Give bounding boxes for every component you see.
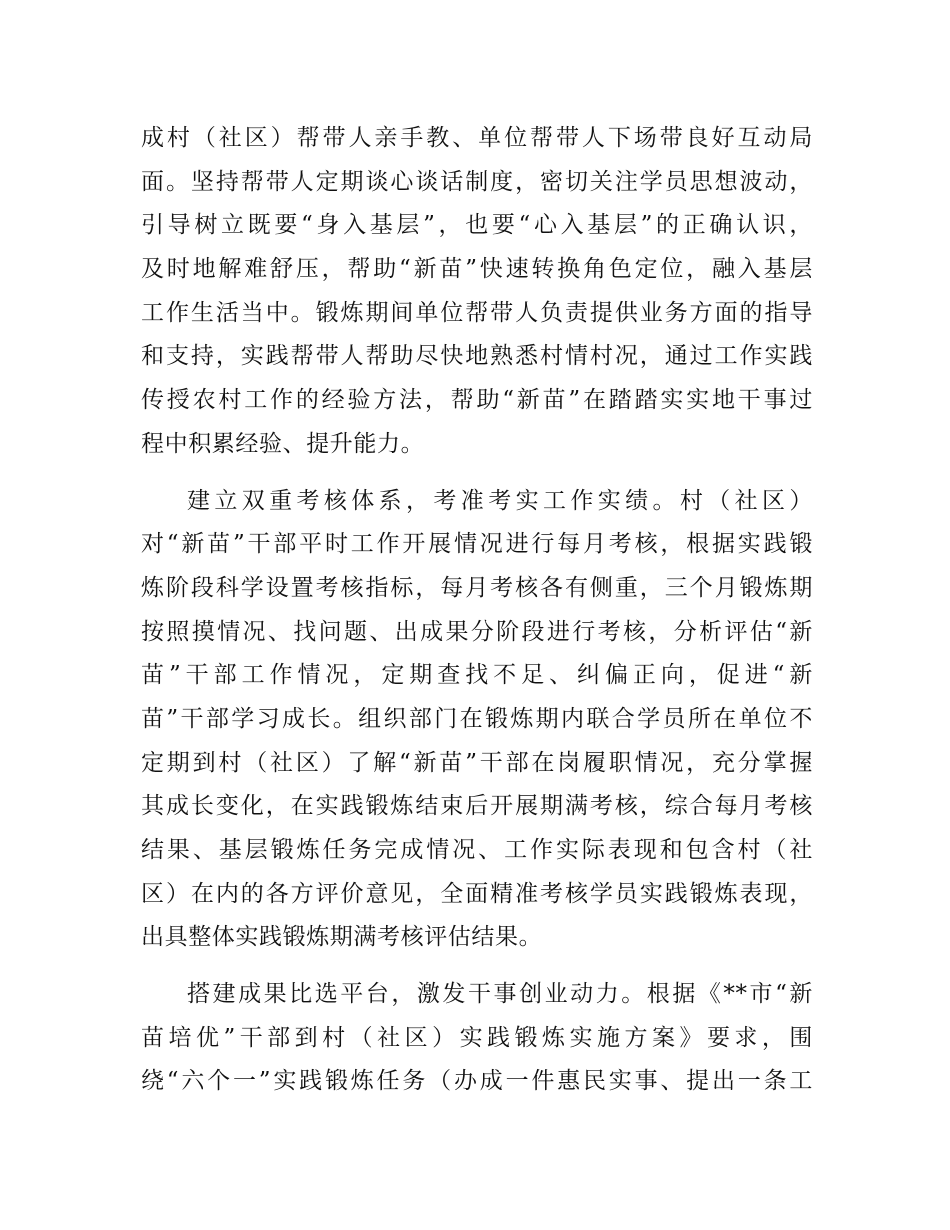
- text-line: 程中积累经验、提升能力。: [141, 430, 425, 457]
- text-line: 面。坚持帮带人定期谈心谈话制度，密切关注学员思想波动，: [141, 168, 813, 195]
- text-line: 和支持，实践帮带人帮助尽快地熟悉村情村况，通过工作实践: [141, 343, 813, 370]
- text-line: 区）在内的各方评价意见，全面精准考核学员实践锻炼表现，: [141, 880, 813, 907]
- document-body: [141, 117, 813, 1104]
- text-line: 成村（社区）帮带人亲手教、单位帮带人下场带良好互动局: [141, 125, 813, 151]
- text-line: 苗培优”干部到村（社区）实践锻炼实施方案》要求，围: [141, 1024, 813, 1051]
- paragraph-assessment: [141, 480, 813, 961]
- text-line: 建立双重考核体系，考准考实工作实绩。村（社区）: [187, 487, 813, 514]
- text-line: 定期到村（社区）了解“新苗”干部在岗履职情况，充分掌握: [141, 749, 813, 776]
- paragraph-platform: [141, 973, 813, 1104]
- text-line: 按照摸情况、找问题、出成果分阶段进行考核，分析评估“新: [141, 618, 813, 645]
- text-line: 引导树立既要“身入基层”，也要“心入基层”的正确认识，: [141, 212, 813, 239]
- text-line: 绕“六个一”实践锻炼任务（办成一件惠民实事、提出一条工: [141, 1068, 813, 1095]
- text-line: 结果、基层锻炼任务完成情况、工作实际表现和包含村（社: [141, 837, 813, 863]
- text-line: 搭建成果比选平台，激发干事创业动力。根据《**市“新: [187, 981, 813, 1008]
- text-line: 及时地解难舒压，帮助“新苗”快速转换角色定位，融入基层: [141, 256, 813, 283]
- text-line: 工作生活当中。锻炼期间单位帮带人负责提供业务方面的指导: [141, 299, 813, 326]
- text-line: 炼阶段科学设置考核指标，每月考核各有侧重，三个月锻炼期: [141, 574, 813, 601]
- text-line: 传授农村工作的经验方法，帮助“新苗”在踏踏实实地干事过: [141, 387, 813, 414]
- text-line: 苗”干部工作情况，定期查找不足、纠偏正向，促进“新: [141, 662, 813, 689]
- paragraph-mentoring: [141, 117, 813, 467]
- text-line: 其成长变化，在实践锻炼结束后开展期满考核，综合每月考核: [141, 793, 813, 820]
- text-line: 出具整体实践锻炼期满考核评估结果。: [141, 924, 543, 951]
- text-line: 苗”干部学习成长。组织部门在锻炼期内联合学员所在单位不: [141, 705, 813, 732]
- text-line: 对“新苗”干部平时工作开展情况进行每月考核，根据实践锻: [141, 531, 813, 558]
